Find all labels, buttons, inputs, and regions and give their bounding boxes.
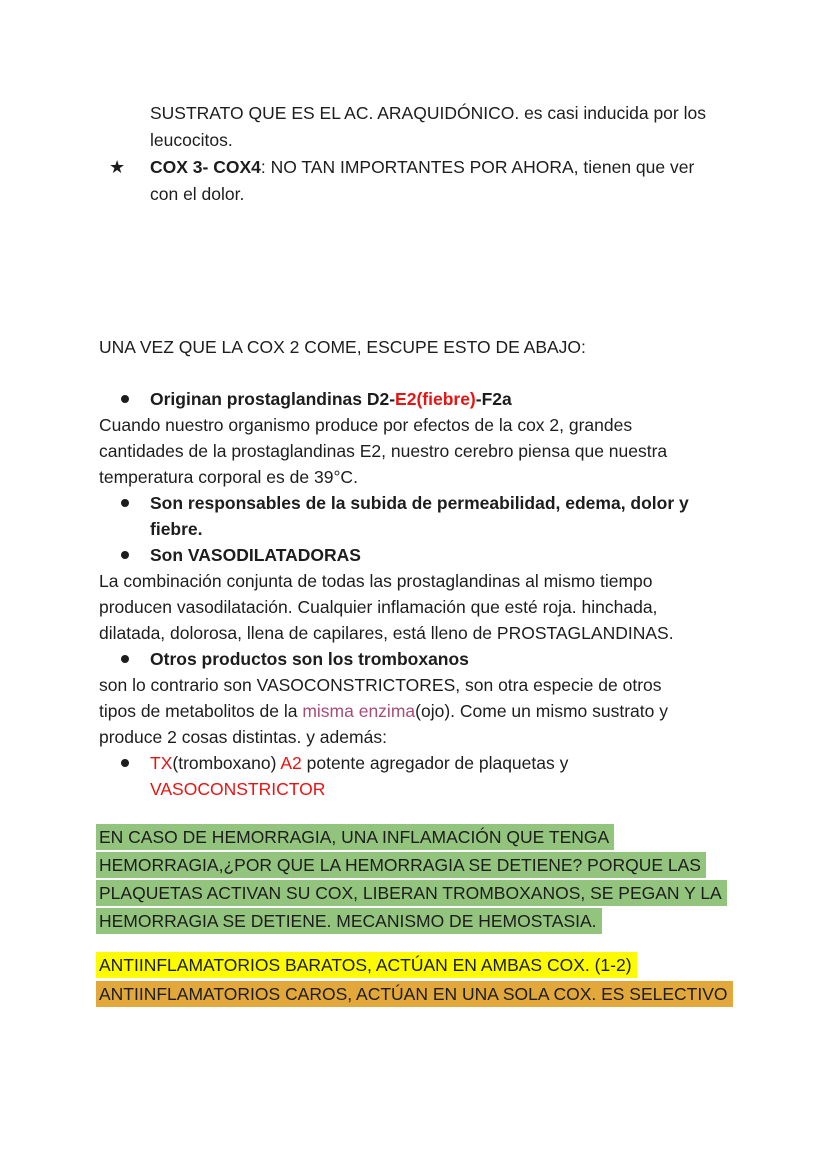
text-segment: UNA VEZ QUE LA COX 2 COME, ESCUPE ESTO DE ABAJO: xyxy=(99,337,586,357)
text-segment: temperatura corporal es de 39°C. xyxy=(99,467,358,487)
text-segment: A2 xyxy=(280,753,302,773)
text-segment: con el dolor. xyxy=(150,184,245,204)
text-segment: VASOCONSTRICTOR xyxy=(150,779,326,799)
text-highlight xyxy=(96,908,602,934)
text-highlight xyxy=(96,981,733,1007)
antiinflamatorios-baratos-highlight xyxy=(0,950,828,978)
text-segment: Cuando nuestro organismo produce por efectos de la cox 2, grandes xyxy=(99,415,633,435)
text-segment: HEMORRAGIA,¿POR QUE LA HEMORRAGIA SE DETIENE? PORQUE LAS xyxy=(99,855,701,876)
tx-bullet-item-line-1 xyxy=(0,750,828,776)
text-segment: (ojo). Come un mismo sustrato y xyxy=(415,701,668,721)
vasodilatadoras-bullet-item xyxy=(0,542,828,568)
combinacion-paragraph-line-3 xyxy=(0,620,828,646)
bullet-icon xyxy=(121,655,129,663)
text-segment: : NO TAN IMPORTANTES POR AHORA, tienen que ver xyxy=(260,157,695,177)
cuando-paragraph-line-2 xyxy=(0,438,828,464)
text-segment: producen vasodilatación. Cualquier inflamación que esté roja. hinchada, xyxy=(99,597,658,617)
text-segment: leucocitos. xyxy=(150,130,233,150)
bullet-icon xyxy=(121,759,129,767)
responsables-bullet-item-line-2 xyxy=(0,516,828,542)
cox34-star-item-line-2 xyxy=(0,181,828,208)
text-segment: dilatada, dolorosa, llena de capilares, está lleno de PROSTAGLANDINAS. xyxy=(99,623,674,643)
text-segment: PLAQUETAS ACTIVAN SU COX, LIBERAN TROMBOXANOS, SE PEGAN Y LA xyxy=(99,883,722,904)
contrario-paragraph-line-1 xyxy=(0,672,828,698)
una-vez-heading xyxy=(0,334,828,361)
text-highlight xyxy=(96,880,727,906)
text-segment: Otros productos son los tromboxanos xyxy=(150,649,469,669)
text-segment: (tromboxano) xyxy=(172,753,281,773)
originan-bullet-item xyxy=(0,386,828,412)
tromboxanos-bullet-item xyxy=(0,646,828,672)
text-segment: tipos de metabolitos de la xyxy=(99,701,303,721)
cuando-paragraph-line-1 xyxy=(0,412,828,438)
antiinflamatorios-caros-highlight xyxy=(0,979,828,1007)
text-segment: TX xyxy=(150,753,173,773)
text-segment: Son VASODILATADORAS xyxy=(150,545,361,565)
text-highlight xyxy=(96,952,637,978)
text-segment: HEMORRAGIA SE DETIENE. MECANISMO DE HEMOSTASIA. xyxy=(99,911,597,932)
text-segment: cantidades de la prostaglandinas E2, nuestro cerebro piensa que nuestra xyxy=(99,441,668,461)
text-segment: -F2a xyxy=(475,389,512,409)
combinacion-paragraph-line-2 xyxy=(0,594,828,620)
text-segment: son lo contrario son VASOCONSTRICTORES, son otra especie de otros xyxy=(99,675,662,695)
text-highlight xyxy=(96,824,614,850)
hemorragia-highlight-line-4 xyxy=(0,906,828,934)
star-icon: ★ xyxy=(109,157,126,177)
text-segment: SUSTRATO QUE ES EL AC. ARAQUIDÓNICO. es casi inducida por los xyxy=(150,103,706,123)
contrario-paragraph-line-3 xyxy=(0,724,828,750)
cox34-star-item-line-1 xyxy=(0,154,828,181)
text-segment: COX 3- COX4 xyxy=(150,157,261,177)
text-segment: potente agregador de plaquetas y xyxy=(301,753,569,773)
bullet-icon xyxy=(121,499,129,507)
text-segment: misma enzima xyxy=(302,701,416,721)
text-segment: fiebre. xyxy=(150,519,203,539)
responsables-bullet-item-line-1 xyxy=(0,490,828,516)
text-segment: produce 2 cosas distintas. y además: xyxy=(99,727,387,747)
tx-bullet-item-line-2 xyxy=(0,776,828,802)
bullet-icon xyxy=(121,395,129,403)
text-segment: EN CASO DE HEMORRAGIA, UNA INFLAMACIÓN QUE TENGA xyxy=(99,827,610,848)
text-segment: La combinación conjunta de todas las prostaglandinas al mismo tiempo xyxy=(99,571,653,591)
text-segment: Originan prostaglandinas D2- xyxy=(150,389,396,409)
contrario-paragraph-line-2 xyxy=(0,698,828,724)
text-segment: Son responsables de la subida de permeabilidad, edema, dolor y xyxy=(150,493,689,513)
text-segment: ANTIINFLAMATORIOS CAROS, ACTÚAN EN UNA SOLA COX. ES SELECTIVO xyxy=(99,984,728,1005)
bullet-icon xyxy=(121,551,129,559)
hemorragia-highlight-line-2 xyxy=(0,850,828,878)
sustrato-line-1 xyxy=(0,100,828,127)
hemorragia-highlight-line-1 xyxy=(0,822,828,850)
combinacion-paragraph-line-1 xyxy=(0,568,828,594)
cuando-paragraph-line-3 xyxy=(0,464,828,490)
sustrato-line-2 xyxy=(0,127,828,154)
text-highlight xyxy=(96,852,706,878)
text-segment: ANTIINFLAMATORIOS BARATOS, ACTÚAN EN AMBAS COX. (1-2) xyxy=(99,955,632,976)
hemorragia-highlight-line-3 xyxy=(0,878,828,906)
text-segment: E2(fiebre) xyxy=(395,389,476,409)
